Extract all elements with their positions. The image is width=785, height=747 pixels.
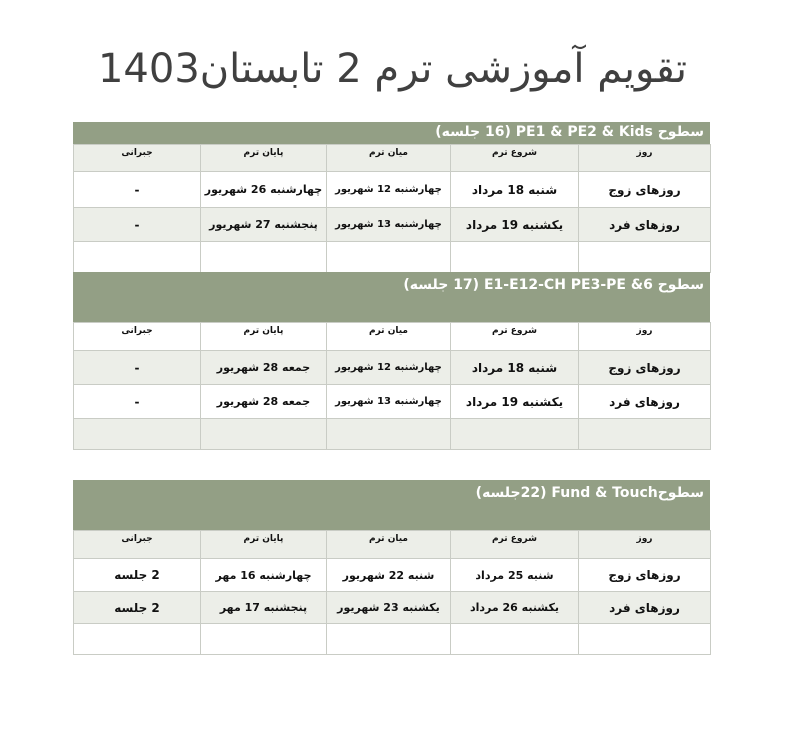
table-header-row <box>74 145 711 172</box>
block-heading: سطوح PE1 & PE2 & Kids (16 جلسه) <box>73 122 710 144</box>
schedule-table <box>73 322 711 450</box>
empty-cell <box>201 624 327 655</box>
cell-mid: شنبه 22 شهریور <box>327 559 451 592</box>
cell-makeup: - <box>74 172 201 208</box>
page-title: تقویم آموزشی ترم 2 تابستان1403 <box>97 46 687 92</box>
empty-cell <box>74 242 201 273</box>
col-start: شروع ترم <box>451 145 579 172</box>
schedule-block-1 <box>73 122 710 273</box>
empty-cell <box>74 624 201 655</box>
cell-day: روزهای فرد <box>579 208 711 242</box>
cell-mid: یکشنبه 23 شهریور <box>327 592 451 624</box>
cell-start: شنبه 25 مرداد <box>451 559 579 592</box>
col-day: روز <box>579 145 711 172</box>
table-header-row <box>74 323 711 351</box>
col-mid: میان ترم <box>327 323 451 351</box>
empty-cell <box>579 419 711 450</box>
cell-makeup: - <box>74 351 201 385</box>
cell-start: یکشنبه 26 مرداد <box>451 592 579 624</box>
cell-day: روزهای فرد <box>579 592 711 624</box>
schedule-block-3 <box>73 480 710 655</box>
cell-mid: چهارشنبه 12 شهریور <box>327 351 451 385</box>
col-mid: میان ترم <box>327 145 451 172</box>
empty-cell <box>451 419 579 450</box>
col-makeup: جبرانی <box>74 323 201 351</box>
cell-mid: چهارشنبه 13 شهریور <box>327 208 451 242</box>
cell-mid: چهارشنبه 13 شهریور <box>327 385 451 419</box>
table-row <box>74 208 711 242</box>
schedule-block-2 <box>73 272 710 450</box>
empty-cell <box>74 419 201 450</box>
cell-end: جمعه 28 شهریور <box>201 351 327 385</box>
table-row-empty <box>74 419 711 450</box>
empty-cell <box>451 624 579 655</box>
block-heading: سطوح 6& E1-E12-CH PE3-PE (17 جلسه) <box>73 272 710 322</box>
cell-start: یکشنبه 19 مرداد <box>451 208 579 242</box>
cell-day: روزهای زوج <box>579 559 711 592</box>
empty-cell <box>201 419 327 450</box>
schedule-table <box>73 530 711 655</box>
cell-end: چهارشنبه 26 شهریور <box>201 172 327 208</box>
cell-start: شنبه 18 مرداد <box>451 172 579 208</box>
table-row <box>74 385 711 419</box>
cell-makeup: 2 جلسه <box>74 559 201 592</box>
cell-makeup: - <box>74 385 201 419</box>
col-mid: میان ترم <box>327 531 451 559</box>
table-row <box>74 559 711 592</box>
col-end: پایان ترم <box>201 323 327 351</box>
cell-day: روزهای زوج <box>579 172 711 208</box>
cell-end: پنجشنبه 27 شهریور <box>201 208 327 242</box>
cell-day: روزهای فرد <box>579 385 711 419</box>
col-day: روز <box>579 323 711 351</box>
empty-cell <box>327 419 451 450</box>
cell-end: جمعه 28 شهریور <box>201 385 327 419</box>
table-row-empty <box>74 242 711 273</box>
empty-cell <box>201 242 327 273</box>
col-end: پایان ترم <box>201 531 327 559</box>
cell-end: چهارشنبه 16 مهر <box>201 559 327 592</box>
col-end: پایان ترم <box>201 145 327 172</box>
col-day: روز <box>579 531 711 559</box>
col-makeup: جبرانی <box>74 145 201 172</box>
cell-end: پنجشنبه 17 مهر <box>201 592 327 624</box>
col-makeup: جبرانی <box>74 531 201 559</box>
empty-cell <box>327 624 451 655</box>
empty-cell <box>451 242 579 273</box>
table-row <box>74 172 711 208</box>
table-row-empty <box>74 624 711 655</box>
schedule-table <box>73 144 711 273</box>
table-row <box>74 592 711 624</box>
col-start: شروع ترم <box>451 323 579 351</box>
empty-cell <box>579 624 711 655</box>
cell-makeup: 2 جلسه <box>74 592 201 624</box>
col-start: شروع ترم <box>451 531 579 559</box>
block-heading: سطوحFund & Touch (22جلسه) <box>73 480 710 530</box>
cell-start: یکشنبه 19 مرداد <box>451 385 579 419</box>
table-row <box>74 351 711 385</box>
table-header-row <box>74 531 711 559</box>
empty-cell <box>579 242 711 273</box>
empty-cell <box>327 242 451 273</box>
cell-makeup: - <box>74 208 201 242</box>
cell-mid: چهارشنبه 12 شهریور <box>327 172 451 208</box>
cell-start: شنبه 18 مرداد <box>451 351 579 385</box>
cell-day: روزهای زوج <box>579 351 711 385</box>
